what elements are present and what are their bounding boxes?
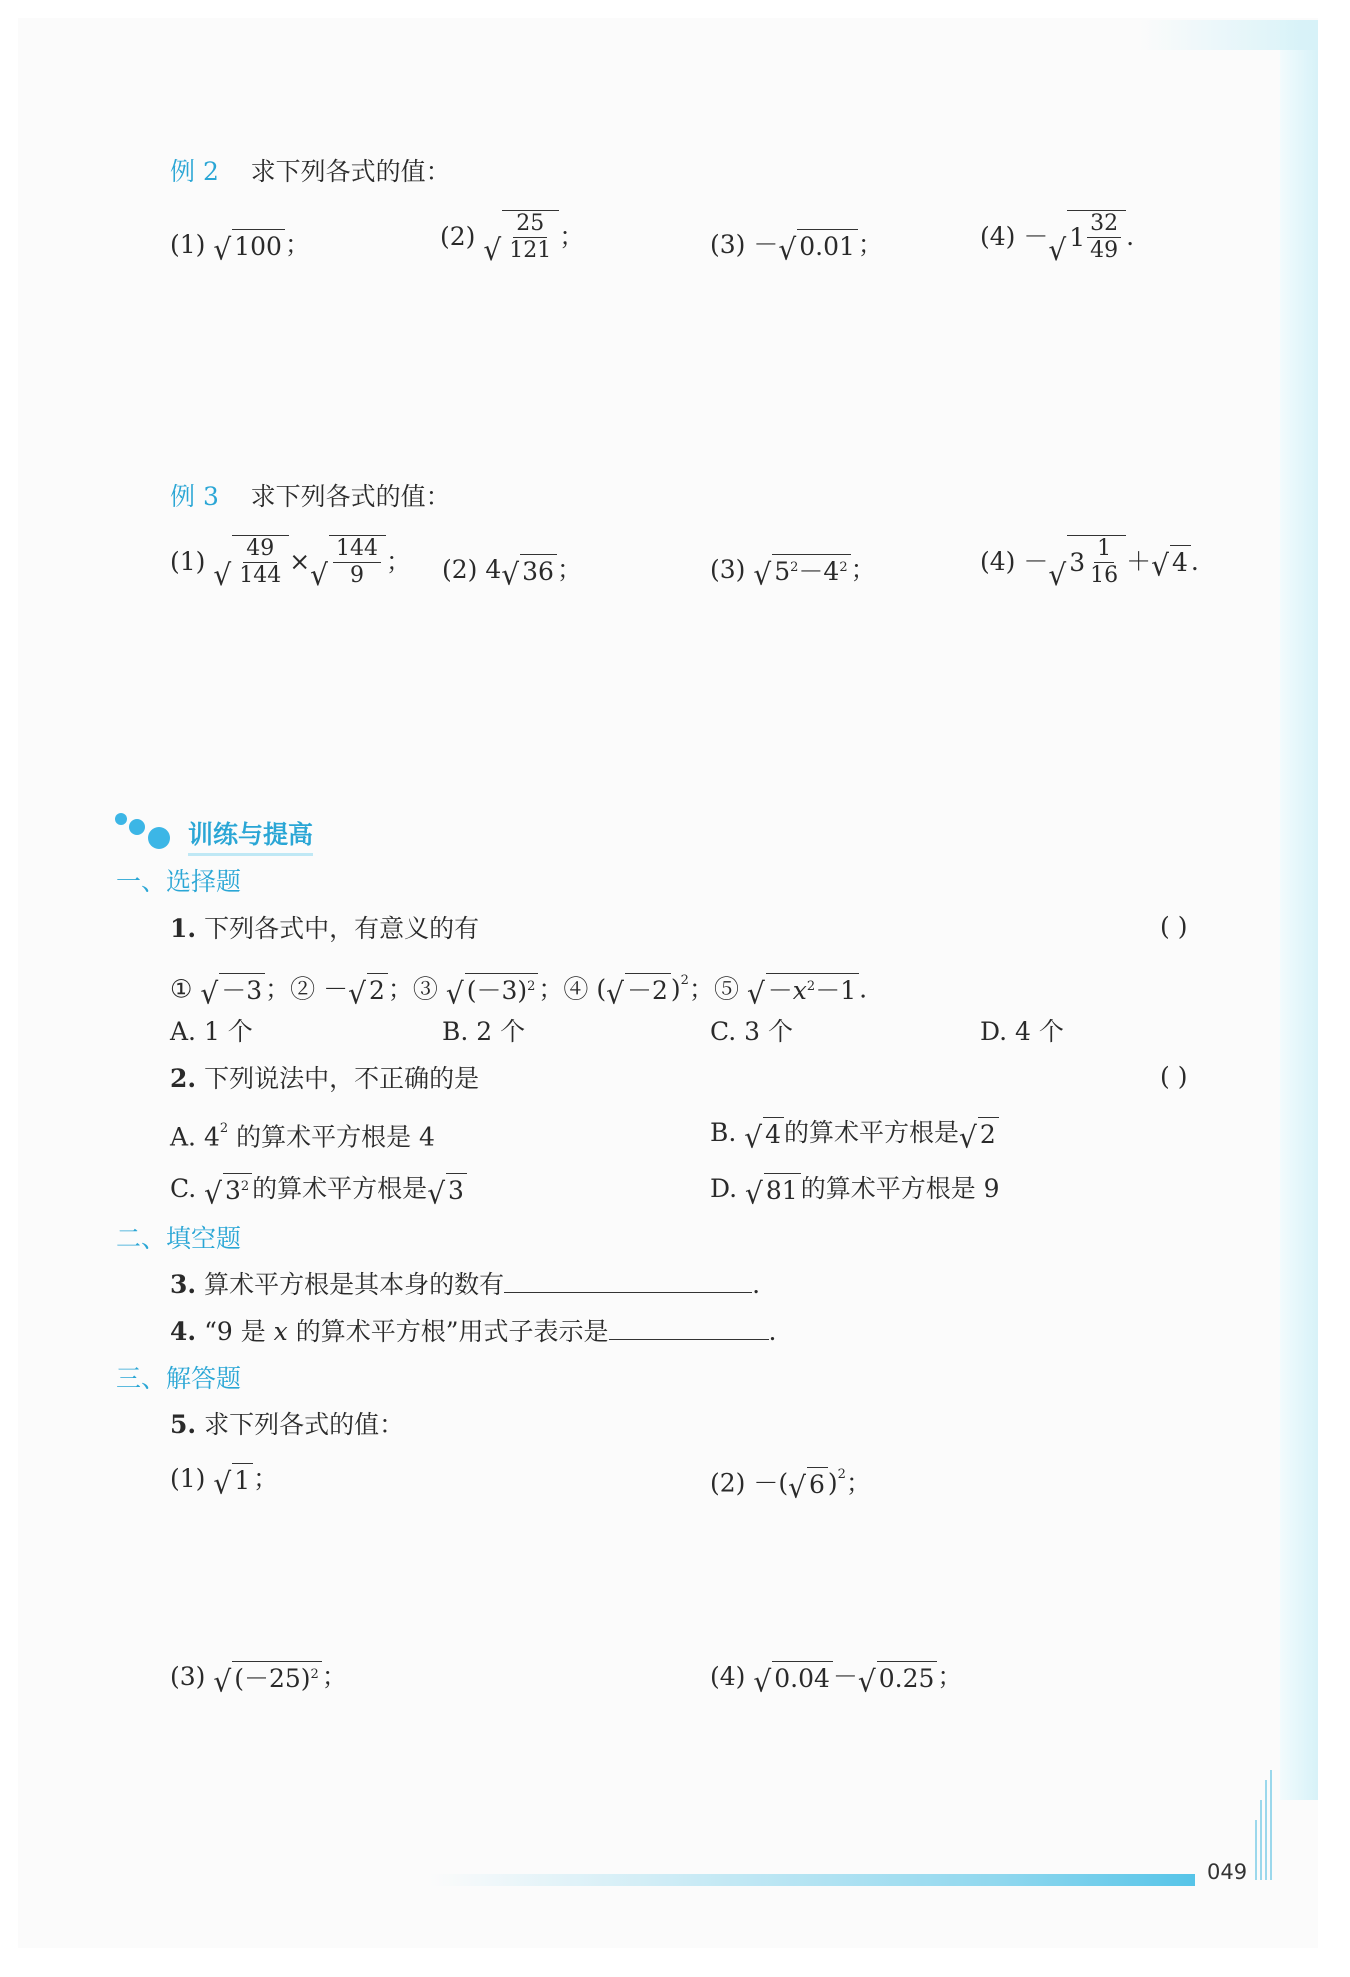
punctuation: ； (559, 222, 585, 251)
sqrt-expression: √ 0.04 (753, 1661, 833, 1696)
numerator: 25 (513, 211, 547, 238)
whole-part: 3 (1069, 547, 1086, 577)
sqrt-fraction: √ $\frac{144}{9}$ (310, 535, 386, 589)
question-number: 1. (170, 914, 197, 943)
section-answer: 三、解答题 (116, 1364, 242, 1393)
circled-number: ⑤ (713, 974, 739, 1004)
sqrt-expression: √ 2 (959, 1117, 999, 1152)
question-text: “9 是 (204, 1317, 274, 1346)
decorative-side-band (1280, 20, 1318, 1800)
sqrt-expression: √ 4 (1151, 545, 1191, 580)
punctuation: . (1126, 222, 1135, 251)
item-index: (3) (710, 555, 746, 584)
punctuation: . (752, 1270, 761, 1299)
punctuation: ； (253, 1464, 279, 1493)
punctuation: ； (387, 974, 413, 1004)
radicand: 4 (1170, 545, 1191, 580)
question-number: 3. (170, 1270, 197, 1299)
sqrt-expression: √ 100 (213, 229, 285, 264)
question-text: 算术平方根是其本身的数有 (204, 1270, 505, 1299)
radicand: 1 (232, 1463, 253, 1498)
example2-item-4 (980, 210, 1135, 268)
punctuation: ； (556, 555, 582, 584)
example2-heading (170, 155, 451, 189)
punctuation: ； (265, 974, 291, 1004)
punctuation: . (859, 974, 868, 1004)
exponent: 2 (839, 560, 848, 575)
punctuation: ； (321, 1662, 347, 1691)
punctuation: ； (538, 974, 564, 1004)
punctuation: ； (857, 230, 883, 259)
radicand: (－3) (466, 976, 528, 1006)
sign: － (767, 976, 793, 1006)
question-4 (170, 1315, 776, 1349)
sqrt-expression: √ 6 (788, 1467, 828, 1502)
decorative-top-band (1140, 20, 1318, 50)
example2-item-3 (710, 228, 883, 267)
item-index: (1) (170, 230, 206, 259)
sqrt-expression: √ 3 (427, 1173, 467, 1208)
item-index: (2) (710, 1468, 746, 1498)
option-text: D. (710, 1174, 746, 1203)
operator: － (832, 1662, 858, 1691)
question-1 (170, 912, 479, 946)
q2-option-b[interactable] (710, 1116, 999, 1155)
question-1-expressions (170, 968, 868, 1012)
radicand: 2 (367, 973, 388, 1008)
radicand: 0.01 (797, 229, 858, 264)
sqrt-expression: √ 0.01 (778, 229, 858, 264)
q5-item-2 (710, 1462, 871, 1506)
base-a: 5 (774, 557, 791, 586)
option-text: B. (710, 1118, 745, 1147)
q2-option-c[interactable] (170, 1172, 467, 1211)
item-index: (4) (980, 547, 1016, 576)
section-title: 训练与提高 (188, 815, 313, 856)
option-text: A. 4 (170, 1122, 220, 1152)
punctuation: . (1190, 547, 1199, 576)
section-choice: 一、选择题 (116, 867, 242, 896)
exponent: 2 (837, 1467, 846, 1482)
option-a[interactable]: A. 1 个 (170, 1017, 253, 1046)
sign: － (753, 230, 779, 259)
decorative-vertical-lines (1255, 1770, 1275, 1880)
item-index: (2) (442, 555, 478, 584)
sqrt-fraction: √ $\frac{49}{144}$ (213, 535, 289, 589)
exponent: 2 (790, 560, 799, 575)
coefficient: 4 (485, 555, 502, 584)
radicand: 0.25 (877, 1661, 938, 1696)
numerator: 49 (243, 536, 277, 563)
answer-bracket: ( ) (1160, 1062, 1188, 1091)
section-fill: 二、填空题 (116, 1224, 242, 1253)
item-index: (2) (440, 222, 476, 251)
prefix: －( (753, 1468, 789, 1498)
operator: × (289, 547, 311, 576)
question-3 (170, 1268, 760, 1302)
sqrt-expression: √ 5 2 － 4 2 (753, 554, 850, 589)
punctuation: ； (688, 974, 714, 1004)
denominator: 121 (509, 238, 552, 263)
example2-item-2 (440, 210, 585, 268)
operator: － (798, 557, 824, 586)
item-index: (3) (710, 230, 746, 259)
item-index: (1) (170, 1464, 206, 1493)
decorative-bottom-bar (430, 1874, 1195, 1886)
q2-option-d[interactable] (710, 1172, 1000, 1211)
sign: － (1023, 547, 1049, 576)
option-text: 的算术平方根是 (252, 1174, 428, 1203)
punctuation: ； (850, 555, 876, 584)
q5-item-4 (710, 1660, 963, 1699)
option-c[interactable]: C. 3 个 (710, 1017, 793, 1046)
radicand: 4 (763, 1117, 784, 1152)
radicand: 3 (446, 1173, 467, 1208)
sqrt-expression: √ －2 (606, 973, 671, 1008)
punctuation: . (768, 1317, 777, 1346)
circled-number: ① (170, 974, 193, 1004)
paren: ) (827, 1468, 838, 1498)
radicand: 3 (224, 1176, 241, 1205)
sqrt-expression: √ － x 2 －1 (747, 973, 859, 1008)
answer-bracket: ( ) (1160, 912, 1188, 941)
answer-blank[interactable] (504, 1268, 752, 1293)
question-text: 下列各式中，有意义的有 (204, 914, 480, 943)
example2-item-1 (170, 228, 310, 267)
question-number: 2. (170, 1064, 197, 1093)
circled-number: ② (290, 974, 316, 1004)
paren: ) (670, 974, 681, 1004)
radicand: 6 (807, 1467, 828, 1502)
exponent: 2 (219, 1121, 229, 1136)
denominator: 144 (239, 563, 282, 588)
sqrt-expression: √ (－25) 2 (213, 1661, 321, 1696)
numerator: 144 (333, 536, 381, 563)
radicand-tail: －1 (815, 976, 857, 1006)
operator: ＋ (1126, 547, 1152, 576)
punctuation: ； (937, 1662, 963, 1691)
sqrt-expression: √ 3 2 (204, 1173, 252, 1208)
radicand: －3 (219, 973, 265, 1008)
sqrt-expression: √ 0.25 (858, 1661, 938, 1696)
denominator: 9 (350, 563, 365, 588)
exponent: 2 (240, 1179, 250, 1194)
radicand: 81 (764, 1173, 801, 1208)
punctuation: ； (386, 547, 412, 576)
sqrt-expression: √ (－3) 2 (446, 973, 539, 1008)
option-d[interactable]: D. 4 个 (980, 1017, 1064, 1046)
exponent: 2 (680, 973, 689, 988)
sqrt-mixed-number: √ 1 $\frac{32}{49}$ (1048, 210, 1126, 264)
radicand: 0.04 (772, 1661, 833, 1696)
option-text: 的算术平方根是 9 (800, 1174, 1000, 1203)
item-index: (4) (710, 1662, 746, 1691)
example2-label: 例 2 (170, 157, 219, 186)
example3-item-1 (170, 535, 412, 593)
radicand: －2 (625, 973, 671, 1008)
example3-prompt: 求下列各式的值： (250, 482, 451, 511)
question-number: 4. (170, 1317, 197, 1346)
sign: － (1023, 222, 1049, 251)
q5-item-1 (170, 1462, 279, 1501)
sqrt-expression: √ 2 (348, 973, 388, 1008)
option-text: C. (170, 1174, 205, 1203)
option-text: 的算术平方根是 4 (228, 1122, 435, 1152)
option-b[interactable]: B. 2 个 (442, 1017, 526, 1046)
circled-number: ④ (563, 974, 589, 1004)
base-b: 4 (823, 557, 840, 586)
punctuation: ； (284, 230, 310, 259)
question-2 (170, 1062, 479, 1096)
whole-part: 1 (1069, 222, 1086, 252)
section-decoration-dots-icon (115, 805, 175, 850)
example3-heading (170, 480, 451, 514)
variable: x (273, 1317, 288, 1346)
radicand: 2 (978, 1117, 999, 1152)
denominator: 49 (1090, 238, 1119, 263)
q5-item-3 (170, 1660, 347, 1699)
radicand: 36 (520, 554, 557, 589)
paren: ( (596, 974, 607, 1004)
sqrt-expression: √ 1 (213, 1463, 253, 1498)
sqrt-expression: √ 81 (745, 1173, 801, 1208)
question-number: 5. (170, 1410, 197, 1439)
question-text: 下列说法中，不正确的是 (204, 1064, 480, 1093)
punctuation: ； (845, 1468, 871, 1498)
sign: － (323, 974, 349, 1004)
denominator: 16 (1090, 563, 1119, 588)
sqrt-expression: √ 4 (744, 1117, 784, 1152)
question-text: 求下列各式的值： (204, 1410, 405, 1439)
page-number: 049 (1207, 1860, 1248, 1884)
item-index: (3) (170, 1662, 206, 1691)
question-5 (170, 1408, 404, 1442)
example3-item-2 (442, 553, 582, 592)
example3-item-4 (980, 535, 1199, 593)
variable: x (792, 976, 807, 1006)
question-text: 的算术平方根”用式子表示是 (287, 1317, 609, 1346)
numerator: 1 (1094, 536, 1114, 563)
sqrt-expression: √ 36 (501, 554, 557, 589)
exponent: 2 (527, 979, 536, 995)
example3-item-3 (710, 553, 876, 592)
circled-number: ③ (412, 974, 438, 1004)
q2-option-a[interactable] (170, 1116, 435, 1154)
exponent: 2 (806, 979, 816, 995)
radicand: (－25) (234, 1664, 311, 1693)
sqrt-mixed-number: √ 3 $\frac{1}{16}$ (1048, 535, 1126, 589)
exponent: 2 (310, 1667, 319, 1682)
example2-prompt: 求下列各式的值： (250, 157, 451, 186)
item-index: (1) (170, 547, 206, 576)
option-text: 的算术平方根是 (784, 1118, 960, 1147)
sqrt-expression: √ －3 (200, 973, 265, 1008)
answer-blank[interactable] (609, 1315, 769, 1340)
sqrt-fraction: √ $\frac{25}{121}$ (483, 210, 559, 264)
radicand: 100 (232, 229, 285, 264)
numerator: 32 (1087, 211, 1121, 238)
item-index: (4) (980, 222, 1016, 251)
example3-label: 例 3 (170, 482, 219, 511)
